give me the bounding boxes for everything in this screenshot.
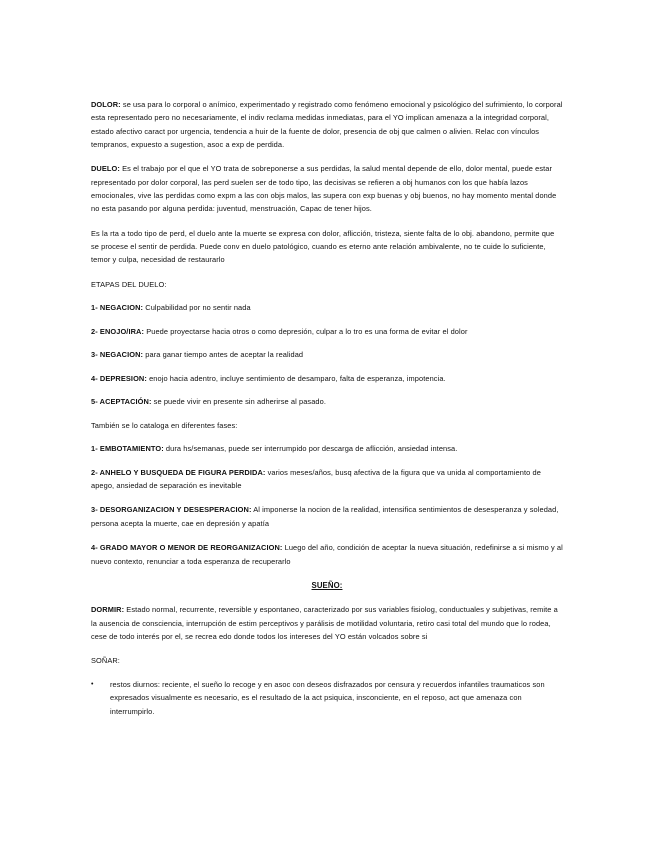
- etapa-term: 5- ACEPTACIÓN:: [91, 397, 152, 407]
- sonar-title: SOÑAR:: [91, 656, 120, 666]
- fase-term: 3- DESORGANIZACION Y DESESPERACION:: [91, 505, 252, 515]
- document-page: [91, 98, 563, 718]
- fase-item: [91, 466, 563, 493]
- fase-term: 4- GRADO MAYOR O MENOR DE REORGANIZACION:: [91, 543, 283, 553]
- dormir-term: DORMIR:: [91, 605, 125, 615]
- fase-text: dura hs/semanas, puede ser interrumpido por descarga de aflicción, ansiedad intensa.: [163, 444, 458, 454]
- fase-item: [91, 442, 563, 455]
- etapa-term: 2- ENOJO/IRA:: [91, 326, 145, 336]
- dolor-text: se usa para lo corporal o anímico, experimentado y registrado como fenómeno emocional y psicológico del sufrimiento, lo corporal esta representado pero no necesariamente, el indiv reclama medidas inmediatas, para el YO implican amenaza a la integridad corporal, estado afectivo caract por urgencia, tendencia a huir de la fuente de dolor, presencia de obj que calmen o alivien. Relac con vínculos tempranos, expuesto a sugestion, asoc a exp de perdida.: [91, 100, 563, 149]
- etapa-term: 4- DEPRESION:: [91, 373, 147, 383]
- fase-item: [91, 541, 563, 568]
- fase-text: Al imponerse la nocion de la realidad, intensifica sentimientos de desesperanza y soledad, persona acepta la muerte, cae en depresión y apatía: [91, 505, 559, 528]
- dolor-paragraph: [91, 98, 563, 151]
- fases-title: También se lo cataloga en diferentes fases:: [91, 420, 238, 430]
- fase-term: 1- EMBOTAMIENTO:: [91, 444, 164, 454]
- etapa-item: [91, 372, 563, 385]
- etapa-item: [91, 395, 563, 408]
- dormir-text: Estado normal, recurrente, reversible y espontaneo, caracterizado por sus variables fisiolog, conductuales y subjetivas, remite a la ausencia de consciencia, interrupción de estim perceptivos y parálisis de motilidad voluntaria, retiro casi total del mundo que lo rodea, cese de todo interés por el, se recrea edo donde todos los intereses del YO están volcados sobre si: [91, 605, 558, 641]
- etapa-item: [91, 325, 563, 338]
- sonar-bullet-item: [91, 678, 563, 718]
- sueno-heading: SUEÑO:: [311, 581, 343, 591]
- sonar-bullet-text: restos diurnos: reciente, el sueño lo recoge y en asoc con deseos disfrazados por censura y recuerdos infantiles traumaticos son expresados visualmente es necesario, es el resultado de la act psiquica, insconciente, en el reposo, act que amenaza con interrumpirlo.: [110, 679, 545, 716]
- etapa-text: Culpabilidad por no sentir nada: [143, 303, 251, 313]
- respuesta-paragraph: [91, 227, 563, 267]
- etapa-term: 3- NEGACION:: [91, 350, 144, 360]
- etapa-item: [91, 301, 563, 314]
- etapa-term: 1- NEGACION:: [91, 303, 144, 313]
- dolor-term: DOLOR:: [91, 100, 121, 109]
- etapa-text: se puede vivir en presente sin adherirse al pasado.: [151, 397, 326, 407]
- bullet-dot-icon: •: [91, 680, 94, 688]
- etapas-title: ETAPAS DEL DUELO:: [91, 279, 167, 289]
- fase-term: 2- ANHELO Y BUSQUEDA DE FIGURA PERDIDA:: [91, 467, 266, 477]
- fase-text: varios meses/años, busq afectiva de la figura que va unida al comportamiento de apego, ansiedad de separación es inevitable: [91, 467, 541, 490]
- etapa-text: enojo hacia adentro, incluye sentimiento de desamparo, falta de esperanza, impotencia.: [146, 373, 446, 383]
- duelo-paragraph: [91, 162, 563, 215]
- duelo-text: Es el trabajo por el que el YO trata de sobreponerse a sus perdidas, la salud mental depende de ello, dolor mental, puede estar representado por dolor corporal, las perd suelen ser de todo tipo, las decisivas se refieren a obj humanos con los que había lazos emocionales, vive las perdidas como expm a las con objs malos, las supera con exp buenas y obj buenos, no hay momento mental donde no esta pasando por alguna perdida: juventud, menstruación, Capac de tener hijos.: [91, 164, 557, 214]
- fase-text: Luego del año, condición de aceptar la nueva situación, redefinirse a si mismo y al nuevo contexto, renunciar a toda esperanza de recuperarlo: [91, 543, 563, 566]
- dormir-paragraph: [91, 603, 563, 643]
- etapa-text: Puede proyectarse hacia otros o como depresión, culpar a lo tro es una forma de evitar el dolor: [144, 326, 468, 336]
- etapa-text: para ganar tiempo antes de aceptar la realidad: [143, 350, 304, 360]
- fase-item: [91, 503, 563, 530]
- duelo-term: DUELO:: [91, 164, 120, 174]
- etapa-item: [91, 348, 563, 361]
- respuesta-text: Es la rta a todo tipo de perd, el duelo ante la muerte se expresa con dolor, aflicción, tristeza, siente falta de lo obj. abandono, permite que se procese el sentir de perdida. Puede conv en duelo patológico, cuando es eterno ante relación ambivalente, no te cuide lo suficiente, temor y culpa, necesidad de restaurarlo: [91, 228, 555, 265]
